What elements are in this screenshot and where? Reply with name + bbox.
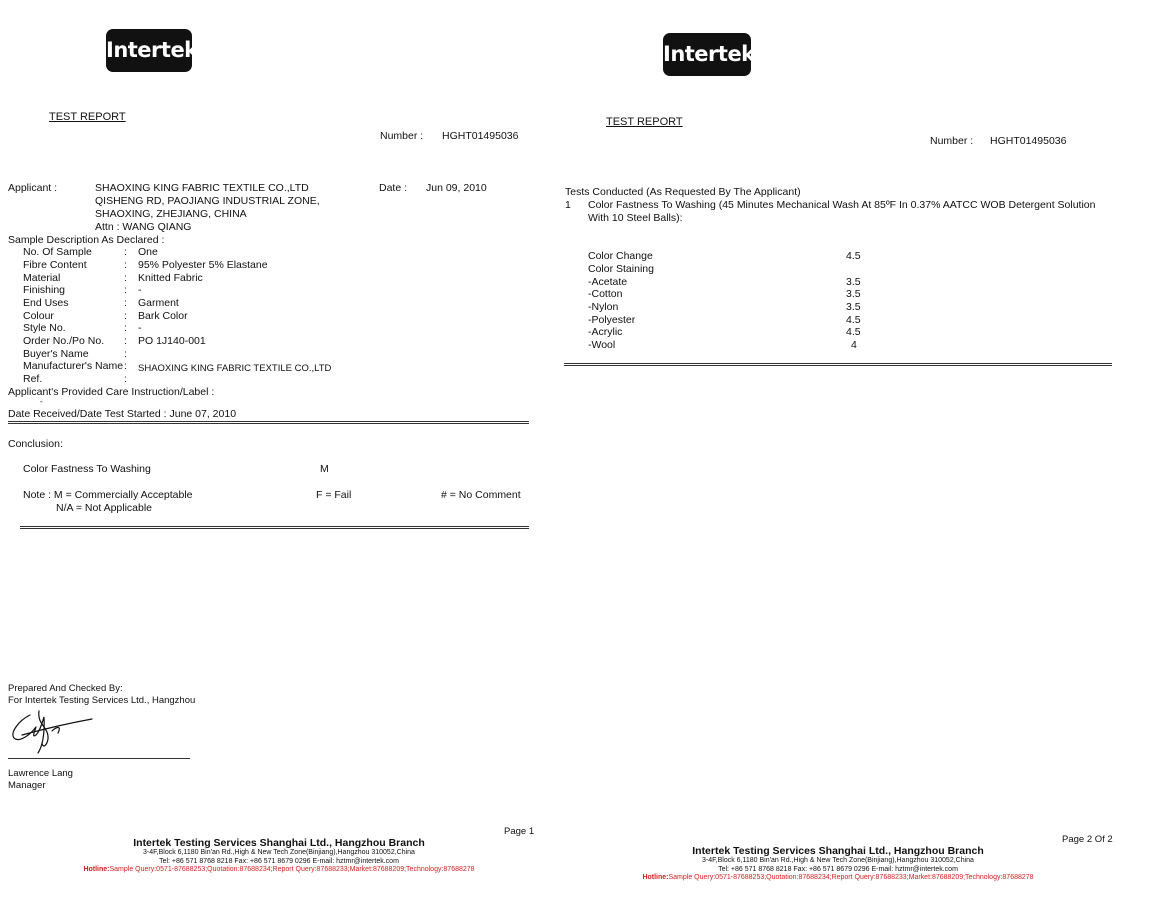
note-na: N/A = Not Applicable <box>56 502 153 514</box>
result-label: -Wool <box>588 339 616 351</box>
footer-address: 3-4F,Block 6,1180 Bin'an Rd.,High & New Tech Zone(Binjiang),Hangzhou 310052,China <box>143 849 415 856</box>
tests-conducted-heading: Tests Conducted (As Requested By The Applicant) <box>565 186 801 198</box>
conclusion-item: Color Fastness To Washing <box>23 463 151 475</box>
page-number: Page 2 Of 2 <box>1062 834 1113 845</box>
field-label: Fibre Content <box>23 259 87 271</box>
field-colon: : <box>124 284 127 296</box>
footer-contact: Tel: +86 571 8768 8218 Fax: +86 571 8679 0296 E-mail: hztmr@intertek.com <box>718 865 958 873</box>
field-value: Knitted Fabric <box>138 272 203 284</box>
date-label: Date : <box>379 182 408 194</box>
for-company: For Intertek Testing Services Ltd., Hangzhou <box>8 695 196 706</box>
field-label: Ref. <box>23 373 43 385</box>
footer-company: Intertek Testing Services Shanghai Ltd., Hangzhou Branch <box>692 845 984 857</box>
date-value: Jun 09, 2010 <box>426 182 487 194</box>
footer-hotline-text: Sample Query:0571-87688253;Quotation:87688234;Report Query:87688233;Market:87688209;Technology:87688278 <box>668 874 1034 881</box>
conclusion-heading: Conclusion: <box>8 438 63 450</box>
field-colon: : <box>124 348 127 360</box>
footer-company: Intertek Testing Services Shanghai Ltd., Hangzhou Branch <box>133 837 425 849</box>
field-colon: : <box>124 272 127 284</box>
field-value: PO 1J140-001 <box>138 335 206 347</box>
footer-hotline-label: Hotline: <box>642 874 669 881</box>
report-number: HGHT01495036 <box>442 130 519 142</box>
footer-address: 3-4F,Block 6,1180 Bin'an Rd.,High & New Tech Zone(Binjiang),Hangzhou 310052,China <box>702 857 974 864</box>
applicant-label: Applicant : <box>8 182 58 194</box>
field-colon: : <box>124 360 127 372</box>
field-value: Garment <box>138 297 179 309</box>
applicant-line: SHAOXING, ZHEJIANG, CHINA <box>95 208 247 220</box>
field-value: One <box>138 246 158 258</box>
divider <box>8 421 529 424</box>
number-label: Number : <box>380 130 424 142</box>
field-label: Style No. <box>23 322 66 334</box>
field-colon: : <box>124 297 127 309</box>
field-colon: : <box>124 373 127 385</box>
result-label: Color Staining <box>588 263 654 275</box>
result-label: Color Change <box>588 250 653 262</box>
result-label: -Nylon <box>588 301 619 313</box>
test-number: 1 <box>565 199 571 211</box>
field-colon: : <box>124 259 127 271</box>
intertek-logo: Intertek <box>106 29 192 72</box>
result-value: 3.5 <box>846 288 861 300</box>
field-value: SHAOXING KING FABRIC TEXTILE CO.,LTD <box>138 363 332 374</box>
report-title: TEST REPORT <box>49 111 126 123</box>
field-value: - <box>138 322 142 334</box>
field-label: Colour <box>23 310 54 322</box>
footer-hotline-label: Hotline: <box>83 866 110 873</box>
result-value: 4.5 <box>846 326 861 338</box>
signature-image <box>8 705 98 757</box>
result-label: -Acetate <box>588 276 628 288</box>
conclusion-result: M <box>320 463 329 475</box>
number-label: Number : <box>930 135 974 147</box>
signer-name: Lawrence Lang <box>8 768 73 779</box>
result-value: 4.5 <box>846 250 861 262</box>
divider <box>564 363 1112 366</box>
footer-hotline-text: Sample Query:0571-87688253;Quotation:87688234;Report Query:87688233;Market:87688209;Technology:87688278 <box>109 866 475 873</box>
note-hash: # = No Comment <box>441 489 521 501</box>
field-value: - <box>138 284 142 296</box>
field-label: Order No./Po No. <box>23 335 105 347</box>
result-value: 3.5 <box>846 276 861 288</box>
prepared-by: Prepared And Checked By: <box>8 683 123 694</box>
result-value: 4 <box>851 339 857 351</box>
signature-line <box>8 758 190 759</box>
field-label: End Uses <box>23 297 69 309</box>
field-colon: : <box>124 246 127 258</box>
note-f: F = Fail <box>316 489 352 501</box>
field-value: 95% Polyester 5% Elastane <box>138 259 268 271</box>
report-number: HGHT01495036 <box>990 135 1067 147</box>
footer-hotline <box>642 874 1033 883</box>
page-footer <box>642 845 1033 883</box>
applicant-line: SHAOXING KING FABRIC TEXTILE CO.,LTD <box>95 182 309 194</box>
page-footer <box>83 837 474 875</box>
care-label-heading: Applicant's Provided Care Instruction/Label : <box>8 386 215 398</box>
field-colon: : <box>124 322 127 334</box>
result-label: -Acrylic <box>588 326 623 338</box>
result-label: -Cotton <box>588 288 623 300</box>
date-received: Date Received/Date Test Started : June 07, 2010 <box>8 408 237 420</box>
field-label: Material <box>23 272 61 284</box>
footer-hotline <box>83 866 474 875</box>
note-m: Note : M = Commercially Acceptable <box>23 489 193 501</box>
care-label-value: - <box>40 397 43 406</box>
field-label: Finishing <box>23 284 66 296</box>
applicant-attn: Attn : WANG QIANG <box>95 221 192 233</box>
footer-contact: Tel: +86 571 8768 8218 Fax: +86 571 8679 0296 E-mail: hztmr@intertek.com <box>159 857 399 865</box>
applicant-line: QISHENG RD, PAOJIANG INDUSTRIAL ZONE, <box>95 195 320 207</box>
sample-description-heading: Sample Description As Declared : <box>8 234 165 246</box>
test-description: Color Fastness To Washing (45 Minutes Mechanical Wash At 85ºF In 0.37% AATCC WOB Detergent Solution <box>588 199 1096 211</box>
signer-title: Manager <box>8 780 46 791</box>
page-number: Page 1 <box>504 826 535 837</box>
field-label: Buyer's Name <box>23 348 89 360</box>
result-label: -Polyester <box>588 314 636 326</box>
result-value: 3.5 <box>846 301 861 313</box>
field-colon: : <box>124 310 127 322</box>
divider <box>20 526 529 529</box>
field-value: Bark Color <box>138 310 188 322</box>
field-label: No. Of Sample <box>23 246 92 258</box>
test-description: With 10 Steel Balls): <box>588 212 683 224</box>
report-page-2 <box>560 0 1156 898</box>
result-value: 4.5 <box>846 314 861 326</box>
intertek-logo: Intertek <box>663 33 751 76</box>
report-title: TEST REPORT <box>606 116 683 128</box>
field-label: Manufacturer's Name <box>23 360 124 372</box>
field-colon: : <box>124 335 127 347</box>
